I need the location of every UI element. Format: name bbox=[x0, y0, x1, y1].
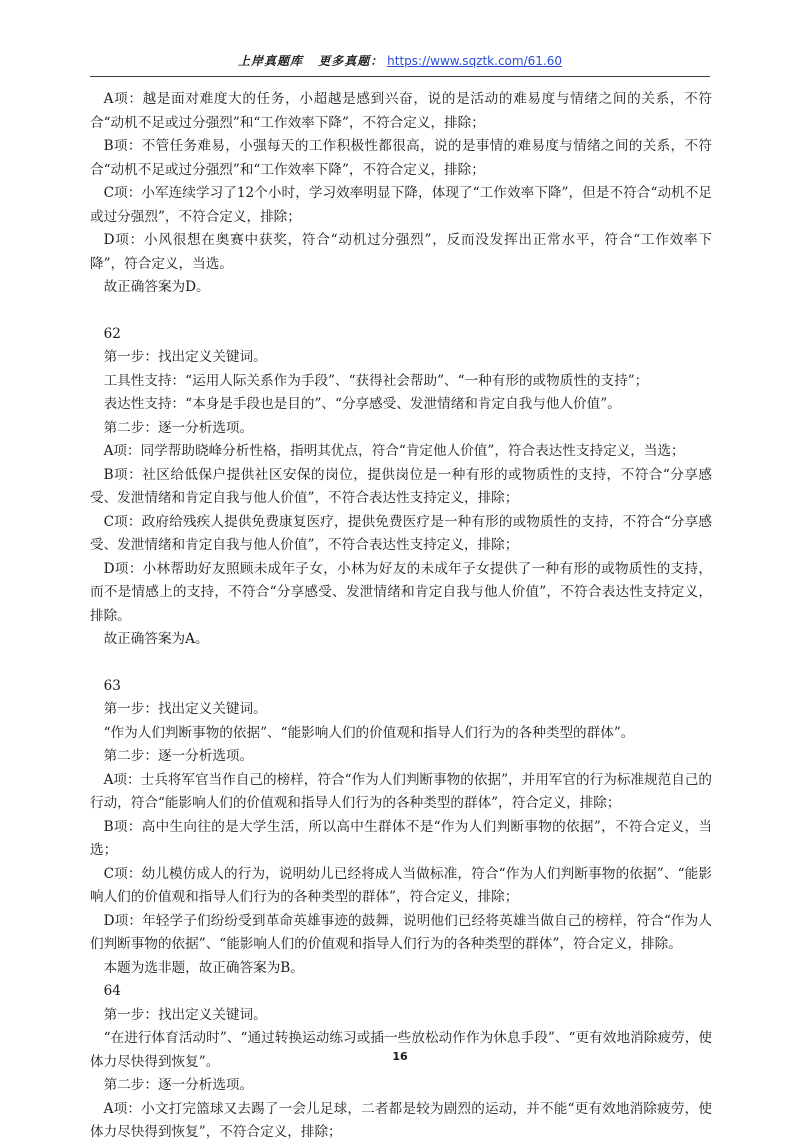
q63-step1: 第一步：找出定义关键词。 bbox=[103, 701, 267, 717]
q61-option-c: C项：小军连续学习了12个小时，学习效率明显下降，体现了“工作效率下降”，但是不符合“动机不足或过分强烈”，不符合定义，排除； bbox=[90, 185, 712, 225]
q62-option-c: C项：政府给残疾人提供免费康复医疗，提供免费医疗是一种有形的或物质性的支持，不符合“分享感受、发泄情绪和肯定自我与他人价值”，不符合表达性支持定义，排除； bbox=[90, 513, 712, 553]
header-brand: 上岸真题库 bbox=[238, 54, 304, 68]
page-header bbox=[90, 50, 710, 77]
document-body bbox=[90, 88, 712, 1145]
q63-option-c: C项：幼儿模仿成人的行为，说明幼儿已经将成人当做标准，符合“作为人们判断事物的依据”、“能影响人们的价值观和指导人们行为的各种类型的群体”，符合定义，排除； bbox=[90, 865, 712, 905]
header-url-link[interactable]: https://www.sqztk.com/61.60 bbox=[387, 54, 562, 68]
q63-option-b: B项：高中生向往的是大学生活，所以高中生群体不是“作为人们判断事物的依据”，不符合定义，当选； bbox=[90, 818, 712, 858]
q64-option-a: A项：小文打完篮球又去踢了一会儿足球，二者都是较为剧烈的运动，并不能“更有效地消除疲劳，使体力尽快得到恢复”，不符合定义，排除； bbox=[90, 1100, 712, 1140]
q61-answer: 故正确答案为D。 bbox=[103, 279, 210, 295]
q62-step2: 第二步：逐一分析选项。 bbox=[103, 419, 254, 436]
q61-option-a: A项：越是面对难度大的任务，小超越是感到兴奋，说的是活动的难易度与情绪之间的关系，不符合“动机不足或过分强烈”和“工作效率下降”，不符合定义，排除； bbox=[90, 91, 712, 131]
q62-option-a: A项：同学帮助晓峰分析性格，指明其优点，符合“肯定他人价值”，符合表达性支持定义，当选； bbox=[103, 443, 685, 459]
q61-option-d: D项：小风很想在奥赛中获奖，符合“动机过分强烈”，反而没发挥出正常水平，符合“工作效率下降”，符合定义，当选。 bbox=[90, 232, 712, 272]
q64-step1: 第一步：找出定义关键词。 bbox=[103, 1006, 267, 1023]
q62-option-b: B项：社区给低保户提供社区安保的岗位，提供岗位是一种有形的或物质性的支持，不符合“分享感受、发泄情绪和肯定自我与他人价值”，不符合表达性支持定义，排除； bbox=[90, 466, 712, 506]
q62-keyword-1: 工具性支持：“运用人际关系作为手段”、“获得社会帮助”、“一种有形的或物质性的支持”； bbox=[103, 372, 649, 389]
q63-option-d: D项：年轻学子们纷纷受到革命英雄事迹的鼓舞，说明他们已经将英雄当做自己的榜样，符合“作为人们判断事物的依据”、“能影响人们的价值观和指导人们行为的各种类型的群体”，符合定义，排除。 bbox=[90, 912, 712, 952]
q62-answer: 故正确答案为A。 bbox=[103, 631, 209, 647]
q62-keyword-2: 表达性支持：“本身是手段也是目的”、“分享感受、发泄情绪和肯定自我与他人价值”。 bbox=[103, 396, 621, 412]
q64-number: 64 bbox=[103, 983, 121, 999]
q62-step1: 第一步：找出定义关键词。 bbox=[103, 349, 267, 365]
q63-step2: 第二步：逐一分析选项。 bbox=[103, 748, 254, 764]
q64-step2: 第二步：逐一分析选项。 bbox=[103, 1077, 254, 1093]
q62-number: 62 bbox=[103, 325, 121, 342]
header-label: 更多真题： bbox=[318, 54, 384, 68]
q63-number: 63 bbox=[103, 677, 121, 694]
q63-answer: 本题为选非题，故正确答案为B。 bbox=[103, 959, 304, 976]
q64-keywords: “在进行体育活动时”、“通过转换运动练习或插一些放松动作作为休息手段”、“更有效地消除疲劳，使体力尽快得到恢复”。 bbox=[90, 1030, 712, 1070]
page-number: 16 bbox=[392, 1050, 408, 1063]
q63-option-a: A项：士兵将军官当作自己的榜样，符合“作为人们判断事物的依据”，并用军官的行为标准规范自己的行动，符合“能影响人们的价值观和指导人们行为的各种类型的群体”，符合定义，排除； bbox=[90, 771, 712, 811]
q62-option-d: D项：小林帮助好友照顾未成年子女，小林为好友的未成年子女提供了一种有形的或物质性的支持，而不是情感上的支持，不符合“分享感受、发泄情绪和肯定自我与他人价值”，不符合表达性支持定义，排除。 bbox=[90, 560, 712, 624]
q63-keywords: “作为人们判断事物的依据”、“能影响人们的价值观和指导人们行为的各种类型的群体”。 bbox=[103, 724, 635, 741]
q61-option-b: B项：不管任务难易，小强每天的工作积极性都很高，说的是事情的难易度与情绪之间的关系，不符合“动机不足或过分强烈”和“工作效率下降”，不符合定义，排除； bbox=[90, 138, 712, 178]
